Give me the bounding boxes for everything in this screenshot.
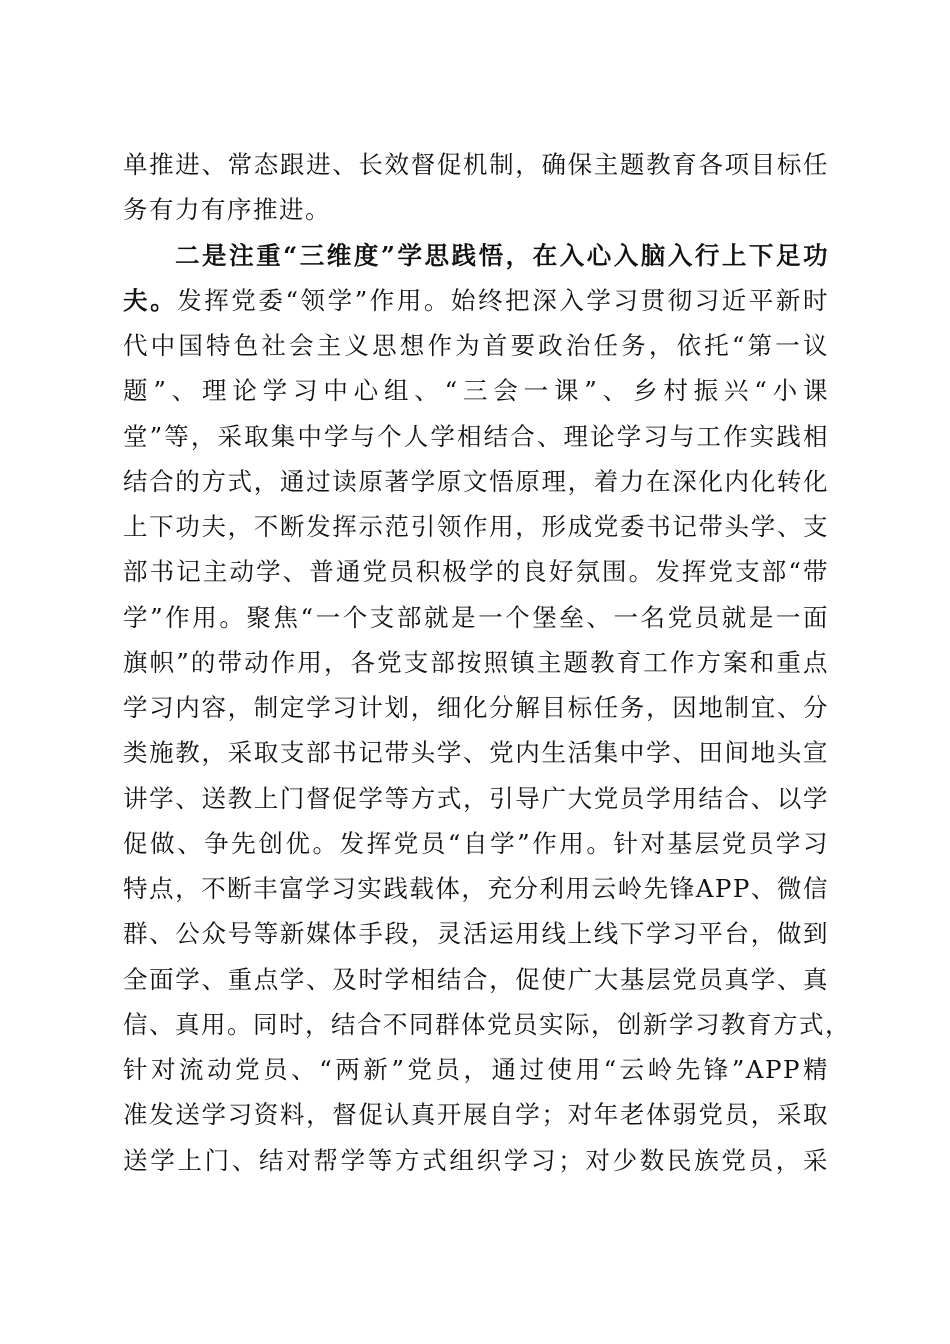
paragraph-2-line: 旗帜”的带动作用，各党支部按照镇主题教育工作方案和重点 [123,647,829,677]
paragraph-2-line: 部书记主动学、普通党员积极学的良好氛围。发挥党支部“带 [123,557,829,587]
paragraph-2-line: 促做、争先创优。发挥党员“自学”作用。针对基层党员学习 [123,828,829,858]
paragraph-2-heading: 二是注重“三维度”学思践悟，在入心入脑入行上下足功 [175,240,829,270]
paragraph-2-line: 上下功夫，不断发挥示范引领作用，形成党委书记带头学、支 [123,512,829,541]
paragraph-2-line: 代中国特色社会主义思想作为首要政治任务，依托“第一议 [123,331,829,360]
paragraph-2-line: 针对流动党员、“两新”党员，通过使用“云岭先锋”APP精 [123,1055,829,1084]
paragraph-2-line: 堂”等，采取集中学与个人学相结合、理论学习与工作实践相 [123,421,829,451]
paragraph-1-line-1: 单推进、常态跟进、长效督促机制，确保主题教育各项目标任 [123,150,829,179]
paragraph-2-line: 群、公众号等新媒体手段，灵活运用线上线下学习平台，做到 [123,919,829,949]
paragraph-2-line: 学习内容，制定学习计划，细化分解目标任务，因地制宜、分 [123,693,829,722]
paragraph-2-line-2 [123,278,829,323]
paragraph-2-line: 学”作用。聚焦“一个支部就是一个堡垒、一名党员就是一面 [123,602,829,632]
paragraph-2-line: 结合的方式，通过读原著学原文悟原理，着力在深化内化转化 [123,466,829,496]
body-text [123,142,851,1183]
paragraph-2-line: 特点，不断丰富学习实践载体，充分利用云岭先锋APP、微信 [123,874,829,903]
paragraph-1-line-2: 务有力有序推进。 [123,195,331,225]
paragraph-2-line: 全面学、重点学、及时学相结合，促使广大基层党员真学、真 [123,964,829,994]
paragraph-2-line: 类施教，采取支部书记带头学、党内生活集中学、田间地头宣 [123,738,829,768]
paragraph-2-heading-end: 夫。 [123,285,178,315]
paragraph-2-line: 讲学、送教上门督促学等方式，引导广大党员学用结合、以学 [123,783,829,813]
paragraph-2-line: 题”、理论学习中心组、“三会一课”、乡村振兴“小课 [123,376,829,406]
paragraph-2-line: 信、真用。同时，结合不同群体党员实际，创新学习教育方式， [123,1009,851,1039]
paragraph-2-line-2-text: 发挥党委“领学”作用。始终把深入学习贯彻习近平新时 [177,285,829,315]
paragraph-2-line: 送学上门、结对帮学等方式组织学习；对少数民族党员，采 [123,1145,829,1175]
paragraph-2-line: 准发送学习资料，督促认真开展自学；对年老体弱党员，采取 [123,1100,829,1130]
